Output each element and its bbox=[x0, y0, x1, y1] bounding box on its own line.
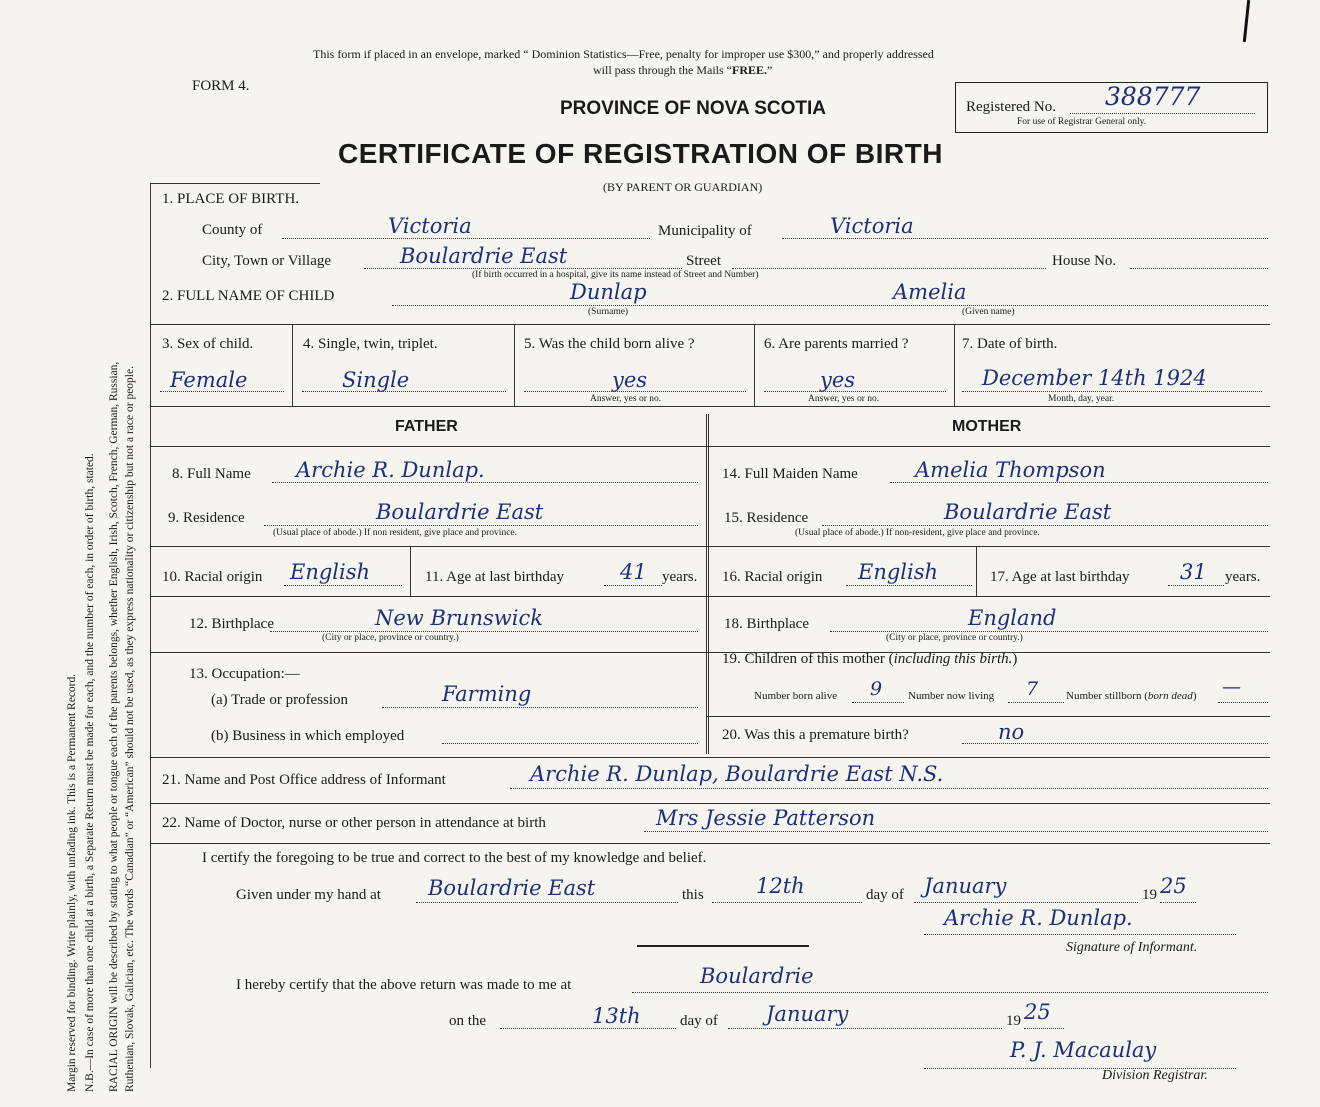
married-value: yes bbox=[820, 368, 856, 392]
mother-age-label: 17. Age at last birthday bbox=[990, 569, 1130, 585]
dob-label: 7. Date of birth. bbox=[962, 336, 1058, 352]
page-title: CERTIFICATE OF REGISTRATION OF BIRTH bbox=[338, 138, 943, 169]
surname-caption: (Surname) bbox=[588, 307, 629, 317]
mail-notice-free: FREE. bbox=[731, 63, 767, 77]
stillborn-label-emphasis: born dead bbox=[1147, 690, 1193, 702]
house-label: House No. bbox=[1052, 253, 1117, 269]
trade-value: Farming bbox=[442, 682, 532, 706]
mother-race-label: 16. Racial origin bbox=[722, 569, 823, 585]
child-surname: Dunlap bbox=[570, 280, 647, 304]
on-the-label: on the bbox=[449, 1013, 487, 1029]
city-value: Boulardrie East bbox=[400, 244, 568, 268]
sex-label: 3. Sex of child. bbox=[162, 336, 254, 352]
registrar-caption: Division Registrar. bbox=[1102, 1068, 1208, 1083]
given-name-caption: (Given name) bbox=[962, 307, 1015, 317]
father-race-label: 10. Racial origin bbox=[162, 569, 263, 585]
hospital-note: (If birth occurred in a hospital, give its name instead of Street and Number) bbox=[472, 270, 759, 280]
this-label: this bbox=[682, 887, 704, 903]
child-name-label: 2. FULL NAME OF CHILD bbox=[162, 288, 335, 304]
father-residence-label: 9. Residence bbox=[168, 510, 245, 526]
county-label: County of bbox=[202, 222, 263, 238]
mother-residence-label: 15. Residence bbox=[724, 510, 809, 526]
stillborn-label bbox=[1066, 690, 1196, 702]
children-label-emphasis: including this birth. bbox=[893, 651, 1013, 667]
informant-signature-caption: Signature of Informant. bbox=[1066, 940, 1198, 955]
mother-birthplace-note: (City or place, province or country.) bbox=[886, 633, 1023, 643]
municipality-value: Victoria bbox=[830, 214, 914, 238]
stillborn-label-text: Number stillborn ( bbox=[1066, 690, 1148, 702]
mother-residence: Boulardrie East bbox=[944, 500, 1112, 524]
children-label-text: 19. Children of this mother ( bbox=[722, 651, 894, 667]
born-alive-value: 9 bbox=[870, 678, 883, 700]
informant-signature: Archie R. Dunlap. bbox=[944, 906, 1133, 930]
father-age-label: 11. Age at last birthday bbox=[425, 569, 564, 585]
father-residence-note: (Usual place of abode.) If non resident, give place and province. bbox=[273, 528, 517, 538]
registrar-day: 13th bbox=[592, 1004, 641, 1028]
side-margin-line-2: N.B.—In case of more than one child at a birth, a Separate Return must be made for each, and the number of each, in order of birth, stated. bbox=[84, 453, 96, 1092]
registrar-statement: I hereby certify that the above return was made to me at bbox=[236, 977, 572, 993]
father-name: Archie R. Dunlap. bbox=[296, 458, 485, 482]
children-label bbox=[722, 651, 1017, 668]
trade-label: (a) Trade or profession bbox=[211, 692, 349, 708]
city-label: City, Town or Village bbox=[202, 253, 332, 269]
alive-caption: Answer, yes or no. bbox=[590, 394, 662, 404]
stillborn-value: — bbox=[1222, 676, 1241, 698]
alive-label: 5. Was the child born alive ? bbox=[524, 336, 695, 352]
father-birthplace-note: (City or place, province or country.) bbox=[322, 633, 459, 643]
mother-name-label: 14. Full Maiden Name bbox=[722, 466, 858, 482]
alive-value: yes bbox=[612, 368, 648, 392]
informant-value: Archie R. Dunlap, Boulardrie East N.S. bbox=[530, 762, 944, 786]
page-subtitle: (BY PARENT OR GUARDIAN) bbox=[603, 180, 763, 194]
given-month: January bbox=[924, 874, 1007, 898]
place-section-title: 1. PLACE OF BIRTH. bbox=[162, 191, 300, 207]
sex-value: Female bbox=[170, 368, 248, 392]
registrar-year-suffix: 25 bbox=[1024, 1000, 1051, 1024]
street-label: Street bbox=[686, 253, 721, 269]
married-caption: Answer, yes or no. bbox=[808, 394, 880, 404]
mother-years-label: years. bbox=[1225, 569, 1261, 585]
registrar-note: For use of Registrar General only. bbox=[1017, 117, 1147, 127]
father-race: English bbox=[290, 560, 371, 584]
father-birthplace: New Brunswick bbox=[375, 606, 543, 630]
registered-label: Registered No. bbox=[966, 99, 1056, 115]
form-number: FORM 4. bbox=[192, 78, 250, 94]
registrar-place: Boulardrie bbox=[700, 964, 814, 988]
mother-birthplace: England bbox=[968, 606, 1057, 630]
given-day-of-label: day of bbox=[866, 887, 904, 903]
side-margin-line-1: Margin reserved for binding. Write plainly, with unfading ink. This is a Permanent Record. bbox=[66, 673, 78, 1092]
father-birthplace-label: 12. Birthplace bbox=[189, 616, 274, 632]
stillborn-label-close: ) bbox=[1192, 690, 1197, 702]
given-place: Boulardrie East bbox=[428, 876, 596, 900]
dob-caption: Month, day, year. bbox=[1048, 394, 1115, 404]
municipality-label: Municipality of bbox=[658, 223, 752, 239]
given-label: Given under my hand at bbox=[236, 887, 381, 903]
mother-age: 31 bbox=[1180, 560, 1207, 584]
side-margin bbox=[0, 0, 150, 1107]
mother-name: Amelia Thompson bbox=[915, 458, 1106, 482]
certification-statement: I certify the foregoing to be true and correct to the best of my knowledge and belief. bbox=[202, 850, 707, 866]
parents-divider bbox=[706, 414, 709, 754]
registrar-signature: P. J. Macaulay bbox=[1010, 1038, 1157, 1062]
father-name-label: 8. Full Name bbox=[172, 466, 251, 482]
side-margin-line-4: Ruthenian, Slovak, Galician, etc. The words “Canadian” or “American” should not be used, as they express nationality or citizenship but not a race or people. bbox=[124, 366, 136, 1092]
premature-label: 20. Was this a premature birth? bbox=[722, 727, 909, 743]
children-label-close: ) bbox=[1012, 651, 1018, 667]
mother-heading: MOTHER bbox=[952, 418, 1022, 435]
registrar-month: January bbox=[766, 1002, 849, 1026]
side-margin-line-3: RACIAL ORIGIN will be described by stating to what people or tongue each of the parents belongs, whether English, Irish, Scotch, French, German, Russian, bbox=[108, 361, 120, 1092]
occupation-label: 13. Occupation:— bbox=[189, 666, 300, 682]
mother-birthplace-label: 18. Birthplace bbox=[724, 616, 809, 632]
living-value: 7 bbox=[1026, 678, 1039, 700]
province-heading: PROVINCE OF NOVA SCOTIA bbox=[560, 98, 827, 119]
certification-divider bbox=[637, 945, 809, 947]
registrar-year-prefix: 19 bbox=[1006, 1013, 1021, 1029]
plurality-value: Single bbox=[342, 368, 410, 392]
premature-value: no bbox=[998, 720, 1025, 744]
married-label: 6. Are parents married ? bbox=[764, 336, 909, 352]
plurality-label: 4. Single, twin, triplet. bbox=[303, 336, 438, 352]
mail-notice-text: will pass through the Mails “ bbox=[593, 63, 732, 77]
father-years-label: years. bbox=[662, 569, 698, 585]
given-year-suffix: 25 bbox=[1160, 874, 1187, 898]
child-given-name: Amelia bbox=[893, 280, 967, 304]
form-left-border bbox=[150, 183, 151, 1068]
registrar-day-of-label: day of bbox=[680, 1013, 718, 1029]
informant-label: 21. Name and Post Office address of Informant bbox=[162, 772, 446, 788]
mother-residence-note: (Usual place of abode.) If non-resident, give place and province. bbox=[795, 528, 1040, 538]
living-label: Number now living bbox=[908, 690, 995, 702]
doctor-value: Mrs Jessie Patterson bbox=[656, 806, 876, 830]
doctor-label: 22. Name of Doctor, nurse or other person in attendance at birth bbox=[162, 815, 546, 831]
father-heading: FATHER bbox=[395, 418, 458, 435]
ink-mark bbox=[1243, 0, 1250, 42]
mother-race: English bbox=[858, 560, 939, 584]
business-label: (b) Business in which employed bbox=[211, 728, 405, 744]
given-year-prefix: 19 bbox=[1142, 887, 1157, 903]
registered-number: 388777 bbox=[1105, 82, 1201, 111]
county-value: Victoria bbox=[388, 214, 472, 238]
mail-notice-line-2 bbox=[593, 63, 772, 78]
father-residence: Boulardrie East bbox=[376, 500, 544, 524]
father-age: 41 bbox=[620, 560, 647, 584]
given-day: 12th bbox=[756, 874, 805, 898]
mail-notice-line-1: This form if placed in an envelope, marked “ Dominion Statistics—Free, penalty for improper use $300,” and properly addressed bbox=[313, 47, 934, 61]
dob-value: December 14th 1924 bbox=[982, 366, 1207, 390]
mail-notice-close: ” bbox=[767, 63, 773, 77]
born-alive-label: Number born alive bbox=[754, 690, 838, 702]
